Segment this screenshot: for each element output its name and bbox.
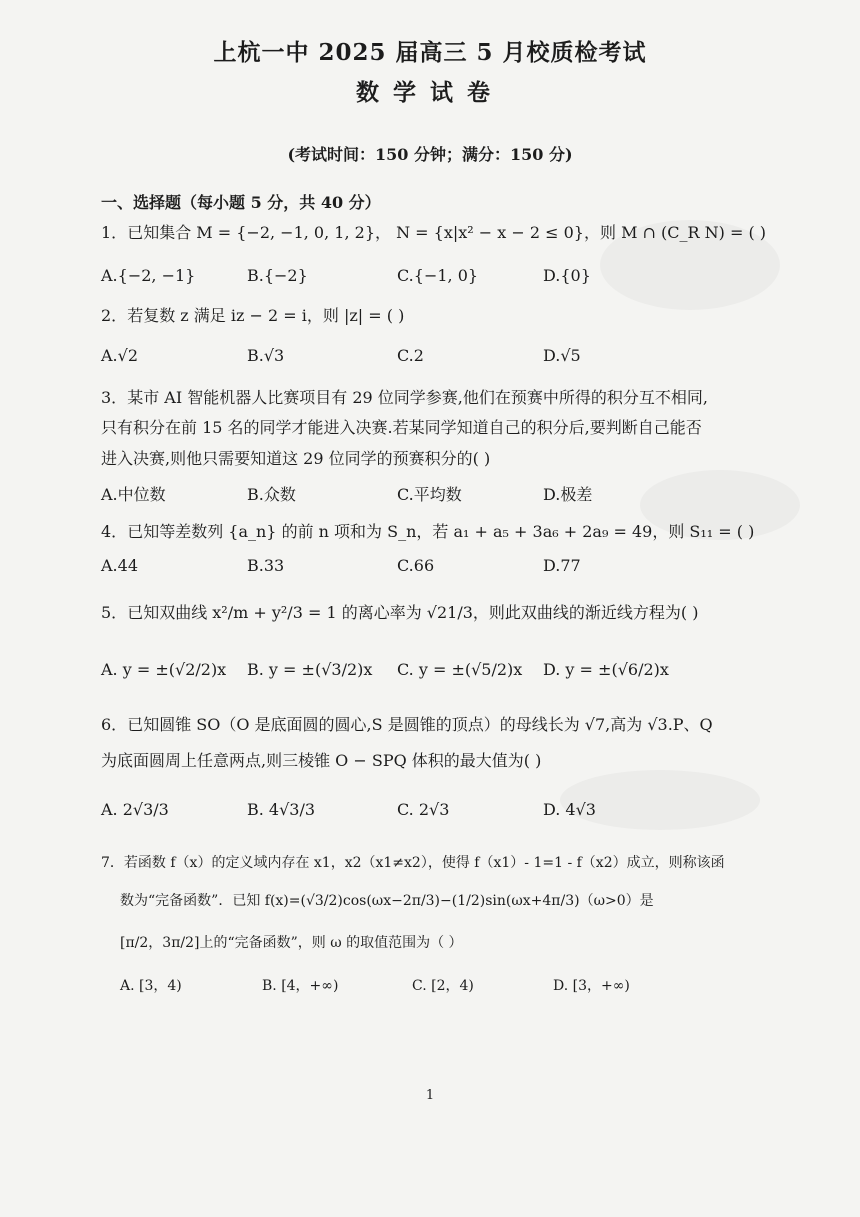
question-number: 2．: [101, 306, 128, 325]
question-number: 6．: [101, 715, 128, 734]
option-b: B. y = ±(√3/2)x: [247, 660, 373, 679]
option-b: B.众数: [247, 485, 296, 504]
option-d: D.极差: [543, 485, 593, 504]
question-stem-line: 已知圆锥 SO（O 是底面圆的圆心,S 是圆锥的顶点）的母线长为 √7,高为 √3.P、Q: [127, 715, 713, 734]
option-b: B.{−2}: [247, 266, 308, 285]
option-b: B.33: [247, 556, 285, 575]
question-stem-line: 若函数 f（x）的定义域内存在 x1，x2（x1≠x2），使得 f（x1）- 1=1 - f（x2）成立，则称该函: [123, 855, 725, 871]
option-a: A. 2√3/3: [101, 800, 169, 819]
question-stem: 已知集合 M = {−2, −1, 0, 1, 2}， N = {x|x² − x − 2 ≤ 0}，则 M ∩ (C_R N) = ( ): [127, 223, 767, 242]
question-number: 1．: [101, 223, 128, 242]
option-d: D. 4√3: [543, 800, 596, 819]
option-c: C.2: [397, 346, 424, 365]
option-d: D. y = ±(√6/2)x: [543, 660, 669, 679]
option-a: A.√2: [101, 346, 139, 365]
exam-subtitle: 数学试卷: [356, 79, 504, 106]
question-7: [101, 852, 725, 872]
question-number: 5．: [101, 603, 128, 622]
option-d: D. [3，+∞): [553, 978, 630, 994]
question-6: [101, 712, 713, 735]
page-number: 1: [425, 1088, 435, 1103]
question-stem-line: 只有积分在前 15 名的同学才能进入决赛.若某同学知道自己的积分后,要判断自己能否: [101, 418, 702, 437]
exam-title: 上杭一中 2025 届高三 5 月校质检考试: [213, 39, 647, 66]
question-stem-line: [π/2，3π/2]上的“完备函数”，则 ω 的取值范围为（ ）: [120, 935, 463, 951]
option-b: B. 4√3/3: [247, 800, 316, 819]
option-d: D.77: [543, 556, 581, 575]
exam-info: (考试时间：150 分钟；满分：150 分): [287, 145, 573, 164]
question-stem: 已知等差数列 {a_n} 的前 n 项和为 S_n，若 a₁ + a₅ + 3a₆ + 2a₉ = 49，则 S₁₁ = ( ): [127, 522, 755, 541]
option-c: C. 2√3: [397, 800, 450, 819]
question-1: [101, 220, 766, 243]
option-d: D.√5: [543, 346, 581, 365]
question-number: 4．: [101, 522, 128, 541]
question-number: 7．: [101, 855, 124, 871]
question-5: [101, 600, 699, 623]
question-stem-line: 为底面圆周上任意两点,则三棱锥 O − SPQ 体积的最大值为( ): [101, 751, 542, 770]
option-a: A. [3，4): [120, 978, 182, 994]
question-stem: 若复数 z 满足 iz − 2 = i，则 |z| = ( ): [127, 306, 405, 325]
option-b: B.√3: [247, 346, 285, 365]
option-a: A. y = ±(√2/2)x: [101, 660, 227, 679]
question-number: 3．: [101, 388, 128, 407]
option-c: C. y = ±(√5/2)x: [397, 660, 523, 679]
question-2: [101, 303, 404, 326]
question-stem-line: 数为“完备函数”．已知 f(x)=(√3/2)cos(ωx−2π/3)−(1/2)sin(ωx+4π/3)（ω>0）是: [120, 893, 654, 909]
option-b: B. [4，+∞): [262, 978, 339, 994]
option-c: C.平均数: [397, 485, 462, 504]
section-title: 一、选择题（每小题 5 分，共 40 分）: [101, 193, 381, 212]
option-c: C.66: [397, 556, 435, 575]
option-a: A.44: [101, 556, 138, 575]
question-stem-line: 某市 AI 智能机器人比赛项目有 29 位同学参赛,他们在预赛中所得的积分互不相同,: [127, 388, 708, 407]
question-stem-line: 进入决赛,则他只需要知道这 29 位同学的预赛积分的( ): [101, 449, 491, 468]
option-a: A.{−2, −1}: [101, 266, 196, 285]
option-c: C.{−1, 0}: [397, 266, 479, 285]
option-c: C. [2，4): [412, 978, 474, 994]
question-4: [101, 519, 754, 542]
question-3: [101, 385, 708, 408]
question-stem: 已知双曲线 x²/m + y²/3 = 1 的离心率为 √21/3，则此双曲线的渐近线方程为( ): [127, 603, 699, 622]
option-a: A.中位数: [101, 485, 166, 504]
option-d: D.{0}: [543, 266, 591, 285]
